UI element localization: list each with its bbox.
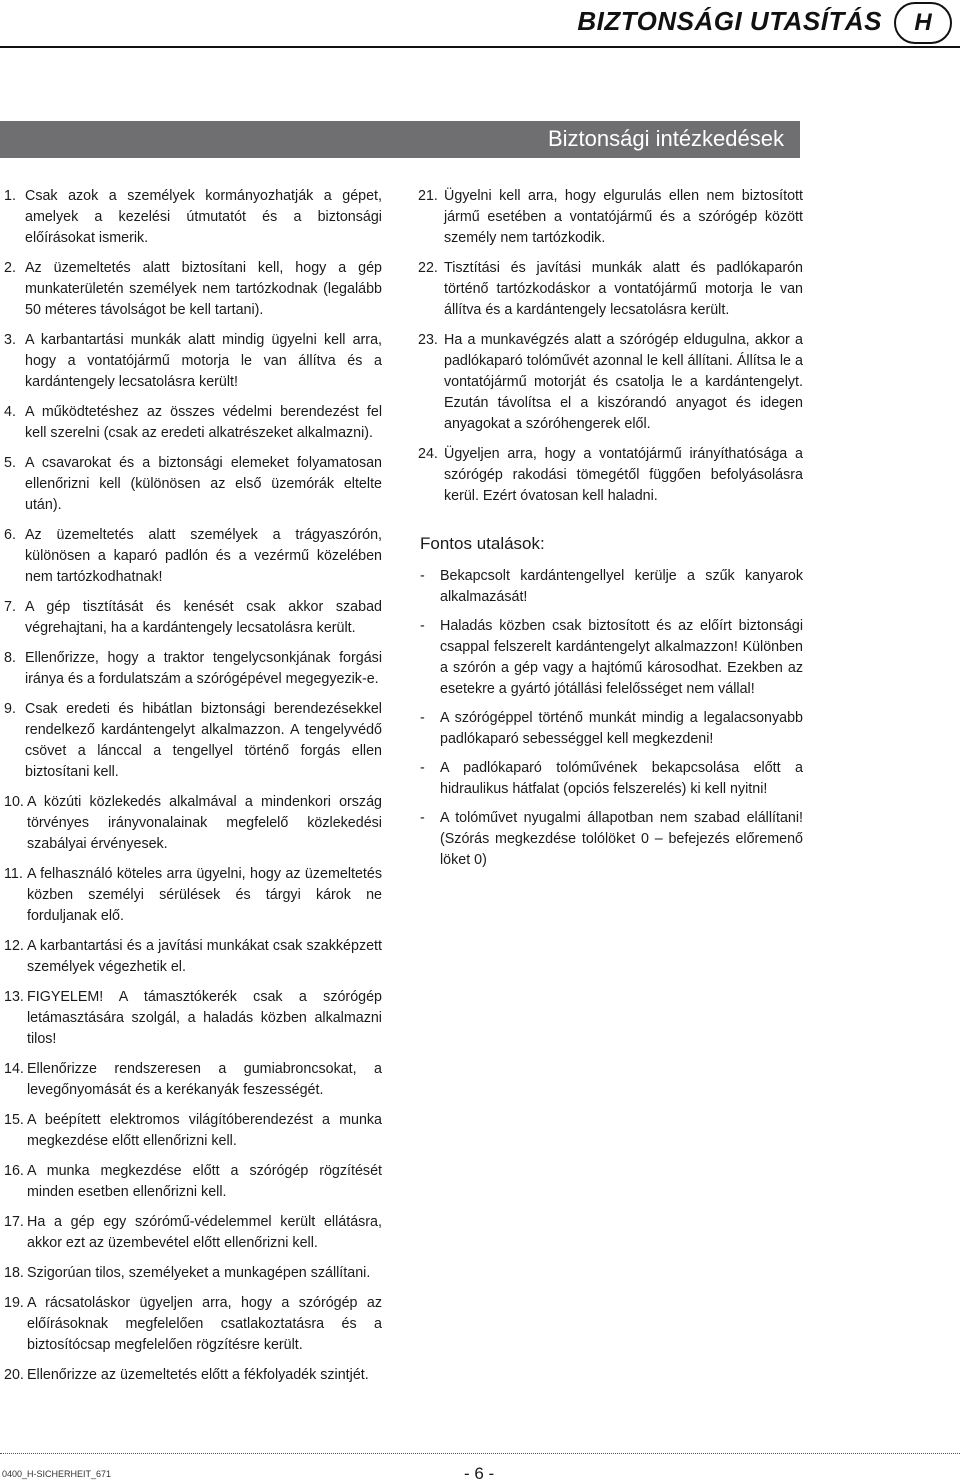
item-number: 21. [418, 188, 438, 204]
item-number: 22. [418, 260, 438, 276]
note-text: A padlókaparó tolóművének bekapcsolása előtt a hidraulikus hátfalat (opciós felszerelés) ki kell nyitni! [440, 760, 803, 797]
item-number: 8. [4, 650, 16, 666]
item-text: A csavarokat és a biztonsági elemeket folyamatosan ellenőrizni kell (különösen az első üzemórák eltelte után). [25, 455, 382, 513]
page-header [0, 0, 960, 48]
dash-bullet-icon: - [420, 618, 425, 634]
list-item [4, 453, 382, 516]
note-item [418, 616, 803, 700]
dash-bullet-icon: - [420, 710, 425, 726]
list-item [4, 402, 382, 444]
item-text: Az üzemeltetés alatt személyek a trágyaszórón, különösen a kaparó padlón és a vezérmű közelében nem tartózkodhatnak! [25, 527, 382, 585]
note-text: Bekapcsolt kardántengellyel kerülje a szűk kanyarok alkalmazását! [440, 568, 803, 605]
list-item [418, 330, 803, 435]
list-item [4, 1110, 382, 1152]
item-text: Az üzemeltetés alatt biztosítani kell, hogy a gép munkaterületén személyek nem tartózkodnak (legalább 50 méteres távolságot be kell tartani). [25, 260, 382, 318]
item-text: Ellenőrizze rendszeresen a gumiabroncsokat, a levegőnyomását és a kerékanyák feszességét. [27, 1061, 382, 1098]
list-item [4, 1059, 382, 1101]
note-text: A tolóművet nyugalmi állapotban nem szabad elállítani! (Szórás megkezdése tolólöket 0 – befejezés előremenő löket 0) [440, 810, 803, 868]
item-number: 3. [4, 332, 16, 348]
item-number: 5. [4, 455, 16, 471]
list-item [4, 258, 382, 321]
item-text: A működtetéshez az összes védelmi berendezést fel kell szerelni (csak az eredeti alkatrészeket alkalmazni). [25, 404, 382, 441]
item-text: A karbantartási és a javítási munkákat csak szakképzett személyek végezhetik el. [27, 938, 382, 975]
item-text: A felhasználó köteles arra ügyelni, hogy az üzemeltetés közben személyi sérülések és tárgyi károk ne forduljanak elő. [27, 866, 382, 924]
list-item [4, 864, 382, 927]
item-number: 24. [418, 446, 438, 462]
header-title: BIZTONSÁGI UTASÍTÁS [577, 6, 882, 36]
item-number: 19. [4, 1295, 24, 1311]
item-number: 6. [4, 527, 16, 543]
section-banner [0, 121, 800, 158]
item-number: 17. [4, 1214, 24, 1230]
list-item [418, 186, 803, 249]
item-number: 16. [4, 1163, 24, 1179]
item-number: 23. [418, 332, 438, 348]
item-number: 20. [4, 1367, 24, 1383]
item-number: 18. [4, 1265, 24, 1281]
item-text: Ügyeljen arra, hogy a vontatójármű irányíthatósága a szórógép rakodási tömegétől függően befolyásolásra kerül. Ezért óvatosan kell haladni. [444, 446, 803, 504]
list-item [4, 936, 382, 978]
item-text: Ellenőrizze, hogy a traktor tengelycsonkjának forgási iránya és a fordulatszám a szórógépével megegyezik-e. [25, 650, 382, 687]
item-number: 2. [4, 260, 16, 276]
item-text: Szigorúan tilos, személyeket a munkagépen szállítani. [27, 1265, 371, 1281]
right-items [418, 186, 803, 507]
item-text: FIGYELEM! A támasztókerék csak a szórógép letámasztására szolgál, a haladás közben alkalmazni tilos! [27, 989, 382, 1047]
item-number: 9. [4, 701, 16, 717]
item-number: 1. [4, 188, 16, 204]
left-column [4, 186, 382, 1395]
note-text: Haladás közben csak biztosított és az előírt biztonsági csappal felszerelt kardántengelyt alkalmazzon! Különben a szórón a gép vagy a hajtómű károsodhat. Ezekben az esetekre a gyártó jótállási felelősséget nem vállal! [440, 618, 803, 697]
list-item [4, 597, 382, 639]
list-item [4, 186, 382, 249]
item-text: Csak azok a személyek kormányozhatják a gépet, amelyek a kezelési útmutatót és a biztonsági előírásokat ismerik. [25, 188, 382, 246]
language-badge: H [894, 2, 952, 44]
document-code: 0400_H-SICHERHEIT_671 [2, 1469, 112, 1479]
list-item [4, 648, 382, 690]
item-number: 4. [4, 404, 16, 420]
list-item [4, 330, 382, 393]
list-item [418, 444, 803, 507]
right-column [418, 186, 803, 879]
item-text: Ha a munkavégzés alatt a szórógép eldugulna, akkor a padlókaparó tolóművét azonnal le kell állítani. Állítsa le a vontatójármű motorját és csatolja le a kardántengelyt. Ezután távolítsa el a kiszórandó anyagot és idegen anyagokat a szóróhengerek elől. [444, 332, 803, 432]
item-text: A gép tisztítását és kenését csak akkor szabad végrehajtani, ha a kardántengely lecsatolásra került. [25, 599, 382, 636]
dash-bullet-icon: - [420, 810, 425, 826]
page-number: - 6 - [464, 1464, 495, 1483]
item-number: 13. [4, 989, 24, 1005]
footer-rule [0, 1453, 960, 1454]
list-item [4, 525, 382, 588]
item-number: 14. [4, 1061, 24, 1077]
item-number: 11. [4, 866, 23, 882]
list-item [4, 699, 382, 783]
item-text: Ellenőrizze az üzemeltetés előtt a fékfolyadék szintjét. [27, 1367, 369, 1383]
list-item [4, 1293, 382, 1356]
note-item [418, 566, 803, 608]
section-title: Biztonsági intézkedések [547, 126, 784, 151]
header-rule [0, 46, 960, 48]
dash-bullet-icon: - [420, 760, 425, 776]
list-item [4, 987, 382, 1050]
list-item [4, 1161, 382, 1203]
item-number: 12. [4, 938, 24, 954]
item-text: A beépített elektromos világítóberendezést a munka megkezdése előtt ellenőrizni kell. [27, 1112, 382, 1149]
item-text: Ügyelni kell arra, hogy elgurulás ellen nem biztosított jármű esetében a vontatójármű és a szórógép között személy nem tartózkodik. [444, 188, 803, 246]
item-text: A közúti közlekedés alkalmával a mindenkori ország törvényes irányvonalainak megfelelő közlekedési szabályai érvényesek. [27, 794, 382, 852]
list-item [418, 258, 803, 321]
item-text: A munka megkezdése előtt a szórógép rögzítését minden esetben ellenőrizni kell. [27, 1163, 382, 1200]
note-text: A szórógéppel történő munkát mindig a legalacsonyabb padlókaparó sebességgel kell megkezdeni! [440, 710, 803, 747]
item-text: Ha a gép egy szórómű-védelemmel került ellátásra, akkor ezt az üzembevétel előtt ellenőrizni kell. [27, 1214, 382, 1251]
item-number: 7. [4, 599, 16, 615]
item-text: A karbantartási munkák alatt mindig ügyelni kell arra, hogy a vontatójármű motorja le van állítva és a kardántengely lecsatolásra került! [25, 332, 382, 390]
note-item [418, 708, 803, 750]
notes-title: Fontos utalások: [420, 534, 545, 553]
list-item [4, 1263, 382, 1284]
item-number: 10. [4, 794, 24, 810]
item-text: Tisztítási és javítási munkák alatt és padlókaparón történő tartózkodáskor a vontatójármű motorja le van állítva és a kardántengely lecsatolásra került. [444, 260, 803, 318]
item-text: Csak eredeti és hibátlan biztonsági berendezésekkel rendelkező kardántengelyt alkalmazzon. A tengelyvédő csövet a lánccal a tengellyel történő forgás ellen biztosítani kell. [25, 701, 382, 780]
list-item [4, 1365, 382, 1386]
list-item [4, 792, 382, 855]
list-item [4, 1212, 382, 1254]
item-number: 15. [4, 1112, 24, 1128]
note-item [418, 758, 803, 800]
item-text: A rácsatoláskor ügyeljen arra, hogy a szórógép az előírásoknak megfelelően csatlakoztatásra és a biztosítócsap megfelelően rögzítésre került. [27, 1295, 382, 1353]
notes-list [418, 566, 803, 871]
dash-bullet-icon: - [420, 568, 425, 584]
note-item [418, 808, 803, 871]
